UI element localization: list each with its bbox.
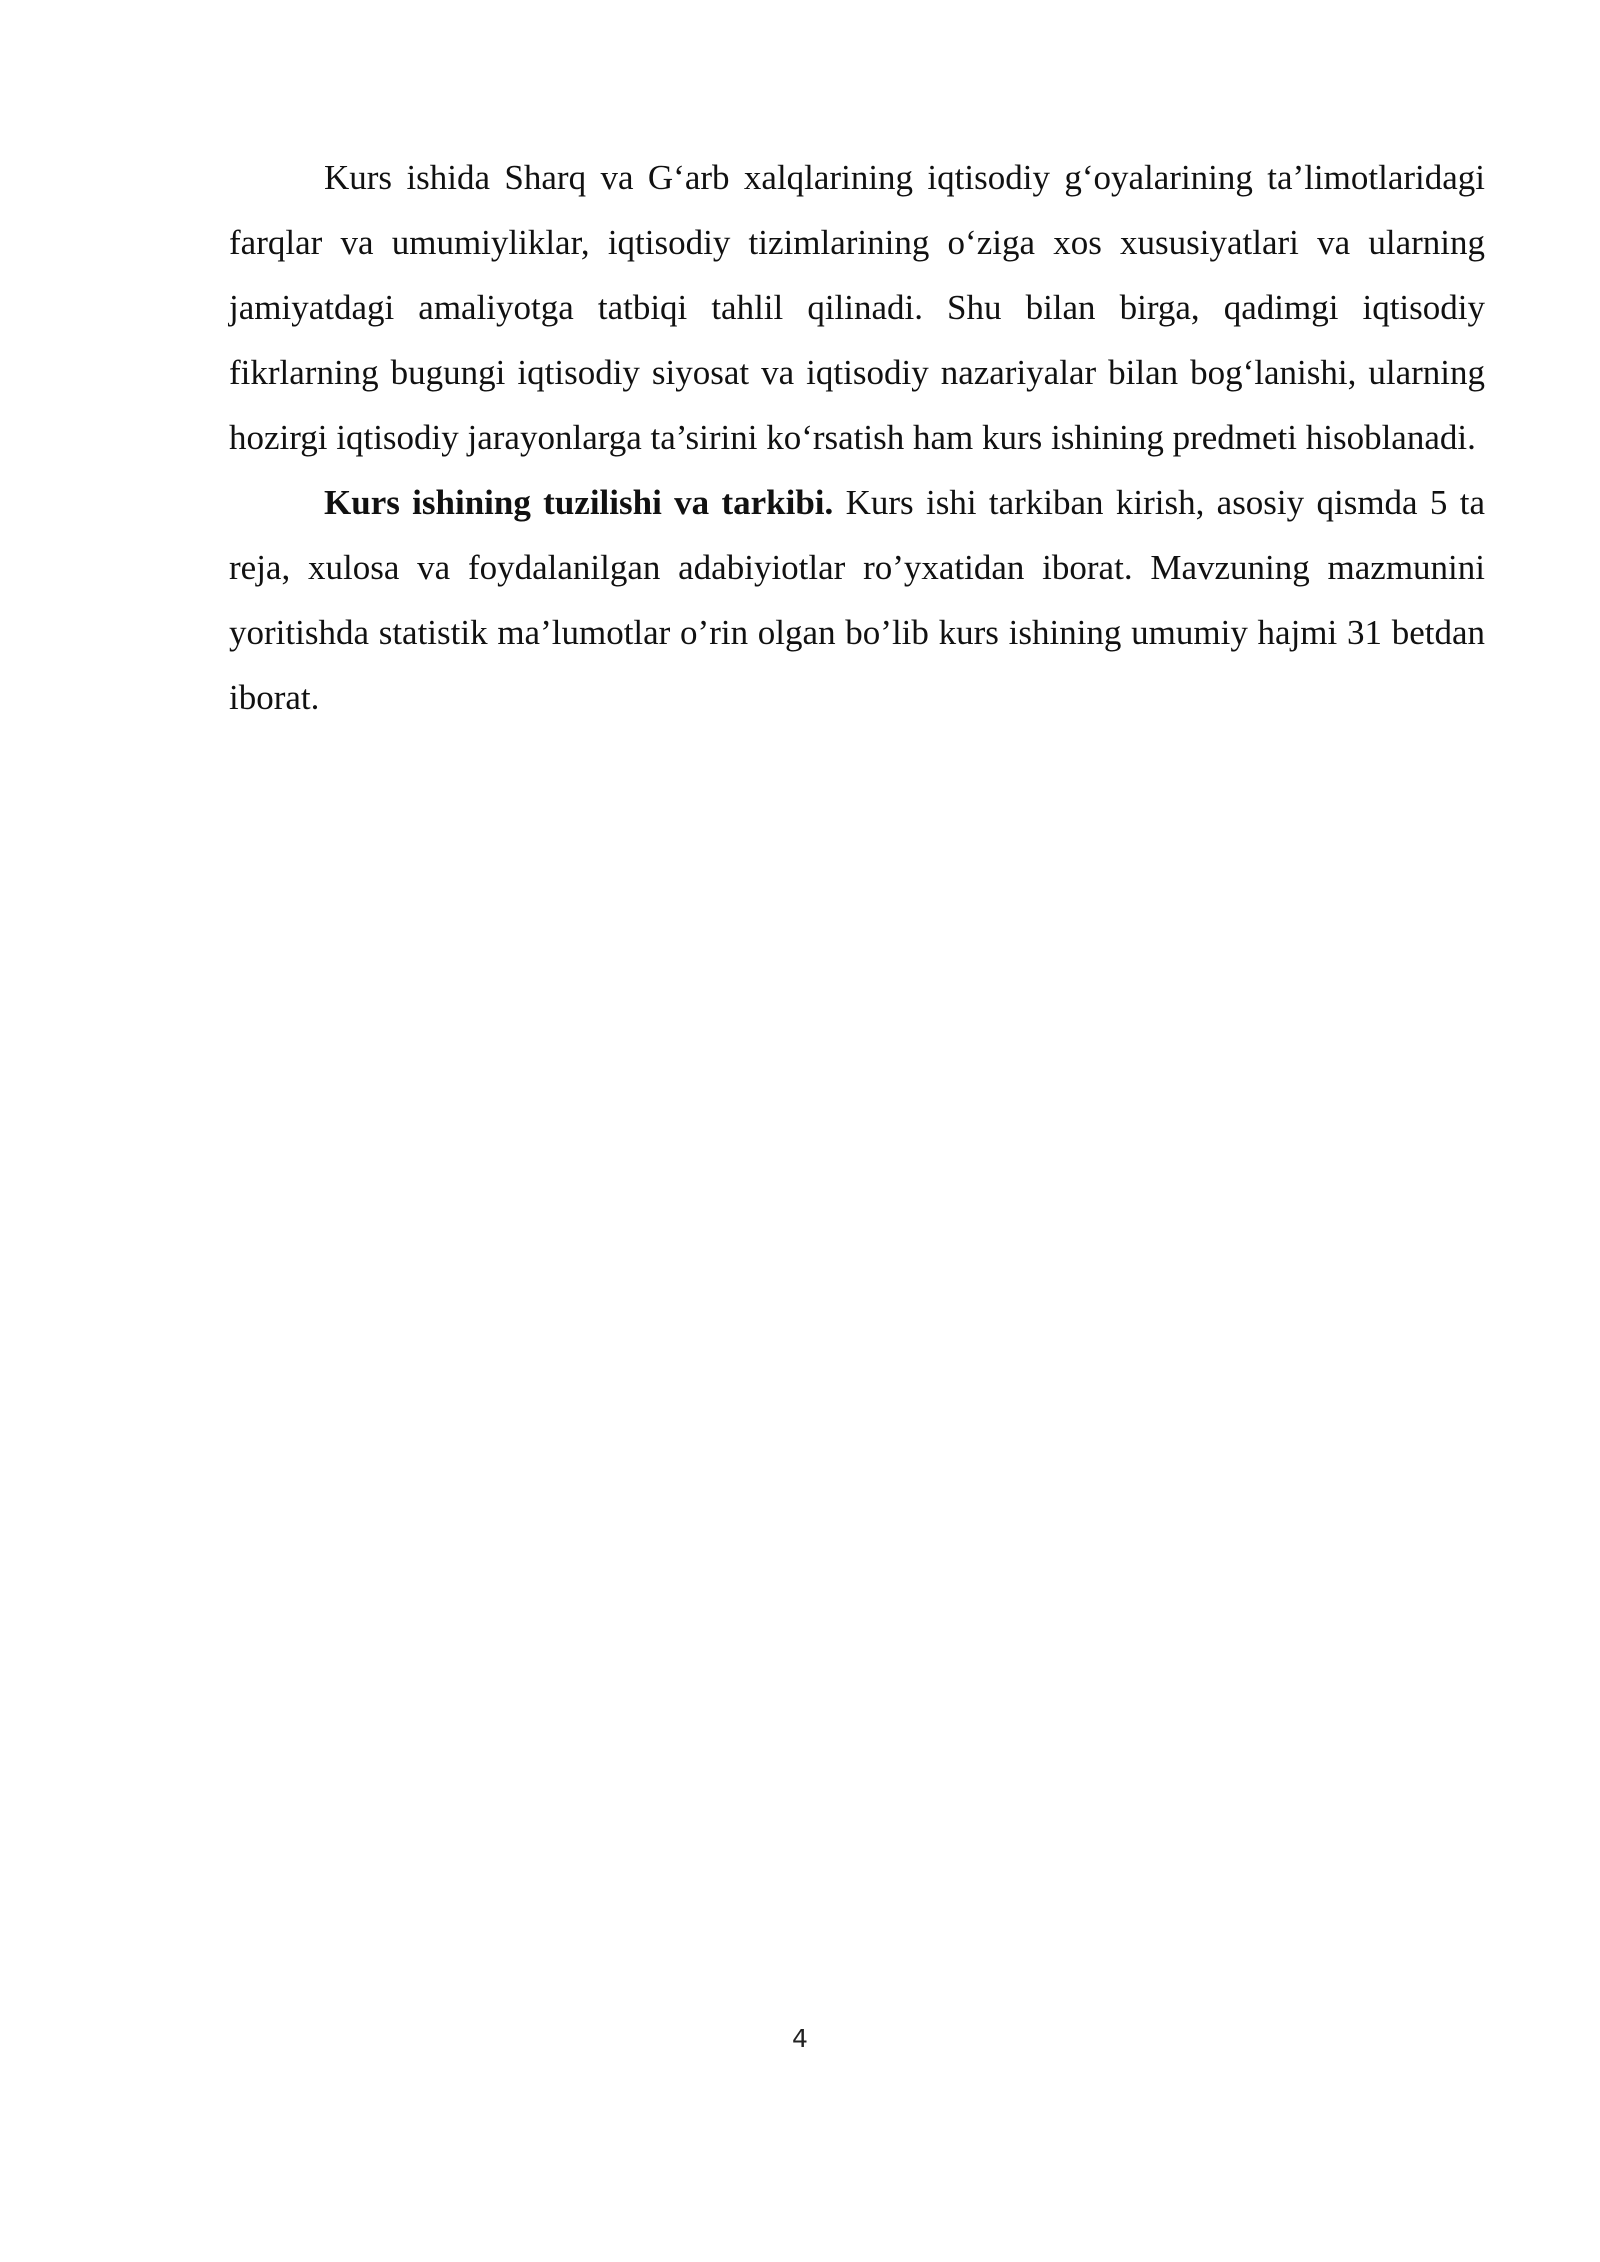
paragraph-structure <box>229 470 1485 730</box>
paragraph-subject-text: Kurs ishida Sharq va G‘arb xalqlarining iqtisodiy g‘oyalarining ta’limotlaridagi farqlar va umumiyliklar, iqtisodiy tizimlarining o‘ziga xos xususiyatlari va ularning jamiyatdagi amaliyotga tatbiqi tahlil qilinadi. Shu bilan birga, qadimgi iqtisodiy fikrlarning bugungi iqtisodiy siyosat va iqtisodiy nazariyalar bilan bog‘lanishi, ularning hozirgi iqtisodiy jarayonlarga ta’sirini ko‘rsatish ham kurs ishining predmeti hisoblanadi. <box>229 158 1485 457</box>
paragraph-structure-text: Kurs ishi tarkiban kirish, asosiy qismda 5 ta reja, xulosa va foydalanilgan adabiyiotlar ro’yxatidan iborat. Mavzuning mazmunini yoritishda statistik ma’lumotlar o’rin olgan bo’lib kurs ishining umumiy hajmi 31 betdan iborat. <box>229 483 1485 717</box>
page-number: 4 <box>792 2024 808 2053</box>
paragraph-structure-heading: Kurs ishining tuzilishi va tarkibi. <box>324 483 834 522</box>
paragraph-subject <box>229 145 1485 470</box>
body-text <box>229 145 1485 730</box>
